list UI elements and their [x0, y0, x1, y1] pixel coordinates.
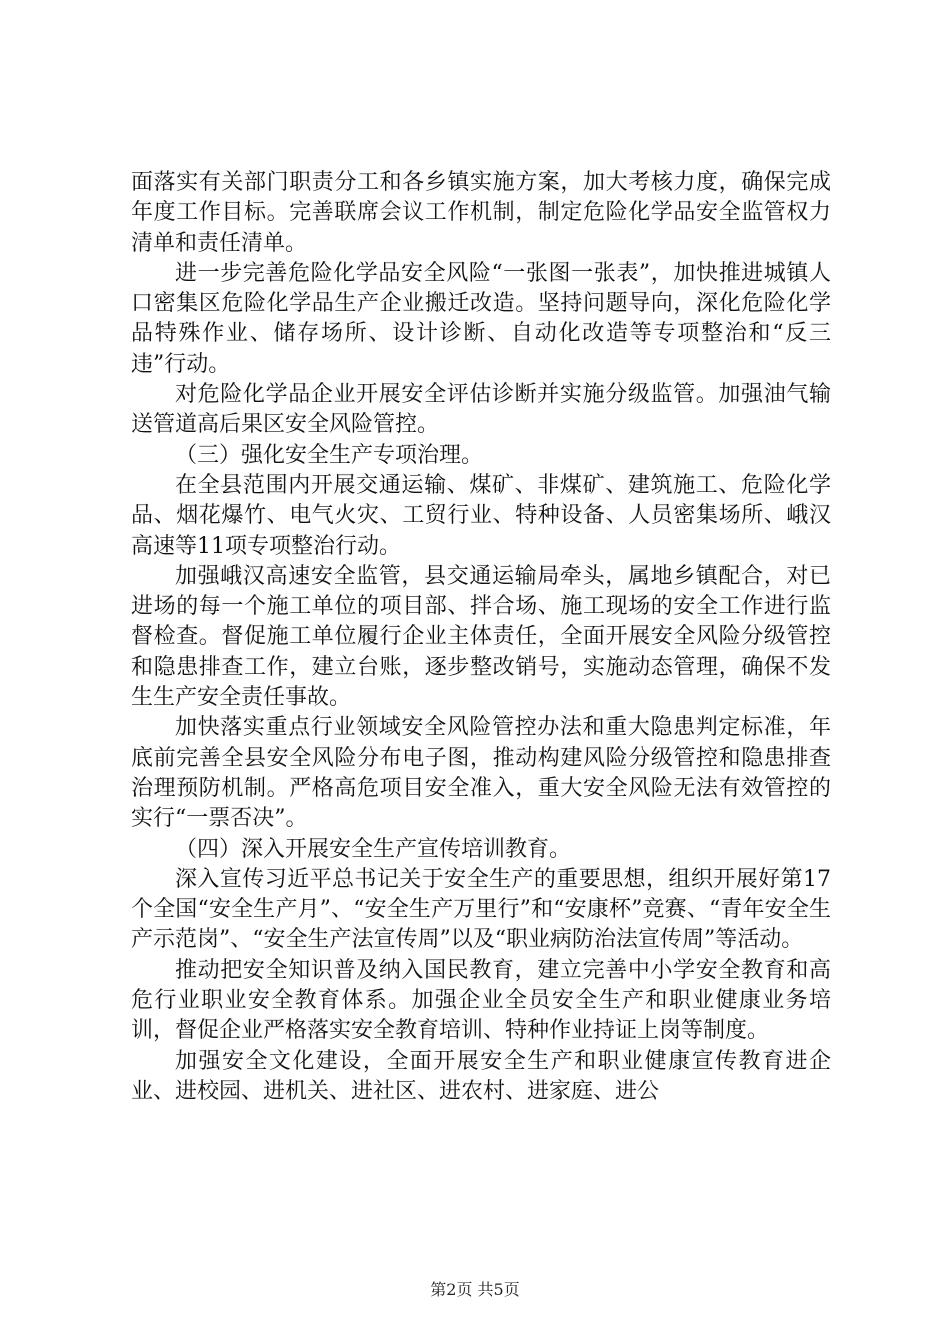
paragraph: 深入宣传习近平总书记关于安全生产的重要思想，组织开展好第17个全国“安全生产月”、“安全生产万里行”和“安康杯”竞赛、“青年安全生产示范岗”、“安全生产法宣传周”以及“职业病防治法宣传周”等活动。 — [131, 866, 831, 953]
paragraph: 加强峨汉高速安全监管，县交通运输局牵头，属地乡镇配合，对已进场的每一个施工单位的项目部、拌合场、施工现场的安全工作进行监督检查。督促施工单位履行企业主体责任，全面开展安全风险分级管控和隐患排查工作，建立台账，逐步整改销号，实施动态管理，确保不发生生产安全责任事故。 — [131, 563, 831, 711]
paragraph: （四）深入开展安全生产宣传培训教育。 — [175, 836, 572, 862]
paragraph: 加强安全文化建设，全面开展安全生产和职业健康宣传教育进企业、进校园、进机关、进社区、进农村、进家庭、进公 — [131, 1048, 831, 1104]
paragraph: 在全县范围内开展交通运输、煤矿、非煤矿、建筑施工、危险化学品、烟花爆竹、电气火灾、工贸行业、特种设备、人员密集场所、峨汉高速等11项专项整治行动。 — [131, 472, 831, 559]
paragraph: 对危险化学品企业开展安全评估诊断并实施分级监管。加强油气输送管道高后果区安全风险管控。 — [131, 382, 831, 438]
document-body — [131, 168, 831, 1107]
paragraph: （三）强化安全生产专项治理。 — [175, 442, 484, 468]
page-footer: 第2页 共5页 — [430, 1280, 520, 1299]
paragraph: 面落实有关部门职责分工和各乡镇实施方案，加大考核力度，确保完成年度工作目标。完善联席会议工作机制，制定危险化学品安全监管权力清单和责任清单。 — [131, 170, 831, 256]
paragraph: 加快落实重点行业领域安全风险管控办法和重大隐患判定标准，年底前完善全县安全风险分布电子图，推动构建风险分级管控和隐患排查治理预防机制。严格高危项目安全准入，重大安全风险无法有效管控的实行“一票否决”。 — [131, 715, 831, 832]
paragraph: 推动把安全知识普及纳入国民教育，建立完善中小学安全教育和高危行业职业安全教育体系。加强企业全员安全生产和职业健康业务培训，督促企业严格落实安全教育培训、特种作业持证上岗等制度。 — [131, 957, 831, 1044]
paragraph: 进一步完善危险化学品安全风险“一张图一张表”，加快推进城镇人口密集区危险化学品生产企业搬迁改造。坚持问题导向，深化危险化学品特殊作业、储存场所、设计诊断、自动化改造等专项整治和“反三违”行动。 — [131, 260, 831, 377]
